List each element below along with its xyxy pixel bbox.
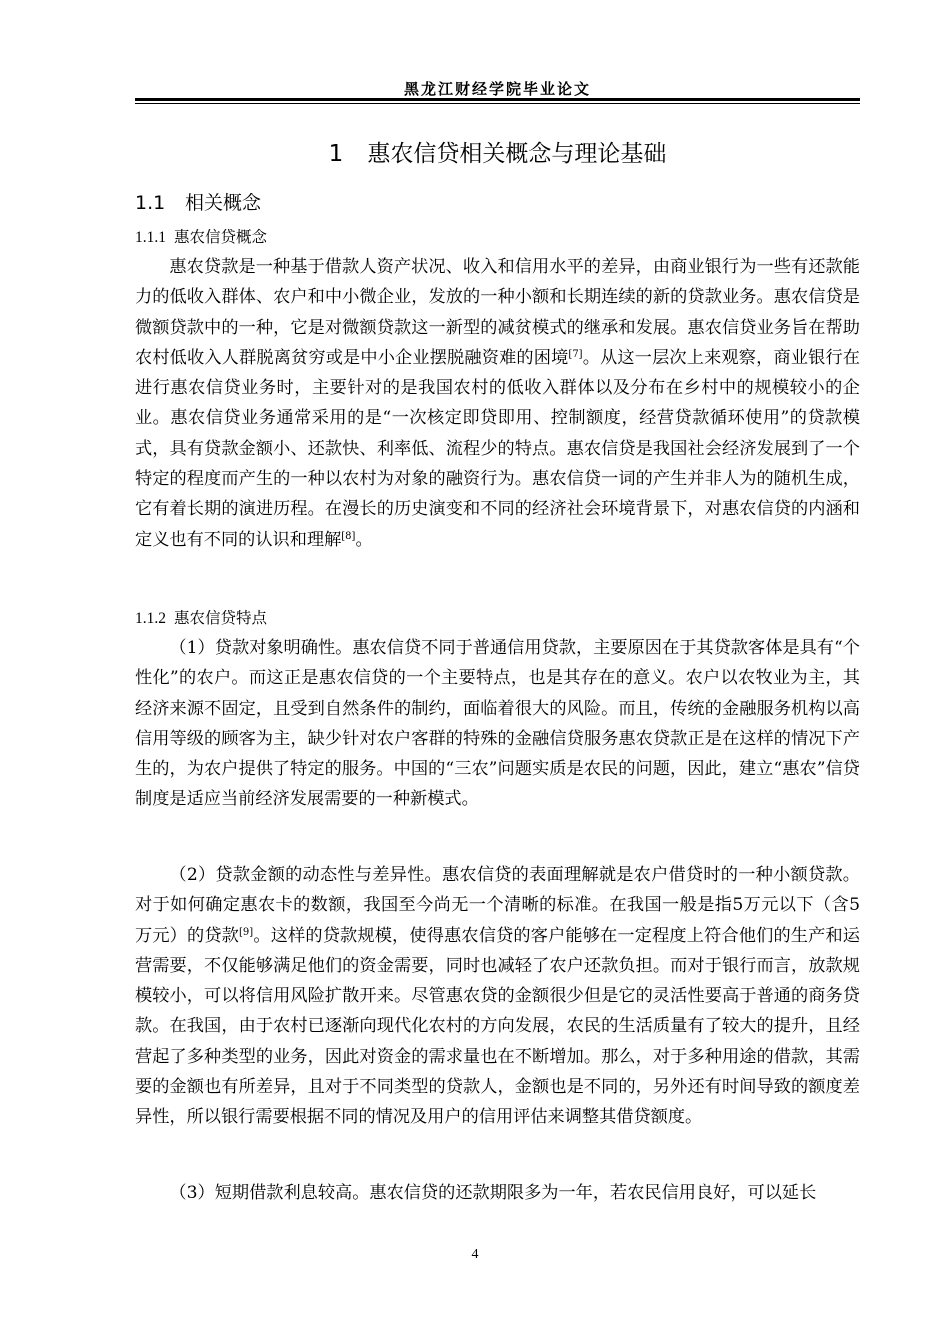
paragraph-text: （1）贷款对象明确性。惠农信贷不同于普通信用贷款，主要原因在于其贷款客体是具有“个性化”的农户。而这正是惠农信贷的一个主要特点，也是其存在的意义。农户以农牧业为主，其经济来源不固定，且受到自然条件的制约，面临着很大的风险。而且，传统的金融服务机构以高信用等级的顾客为主，缺少针对农户客群的特殊的金融信贷服务惠农贷款正是在这样的情况下产生的，为农户提供了特定的服务。中国的“三农”问题实质是农民的问题，因此，建立“惠农”信贷制度是适应当前经济发展需要的一种新模式。 bbox=[135, 638, 860, 810]
chapter-title-text: 惠农信贷相关概念与理论基础 bbox=[367, 141, 667, 167]
running-header: 黑龙江财经学院毕业论文 bbox=[403, 80, 591, 98]
citation-8: [8] bbox=[341, 530, 356, 542]
page-number: 4 bbox=[471, 1247, 479, 1262]
citation-7: [7] bbox=[568, 348, 583, 360]
section-number: 1.1 bbox=[135, 192, 166, 214]
paragraph-text: （3）短期借款利息较高。惠农信贷的还款期限多为一年，若农民信用良好，可以延长 bbox=[169, 1183, 817, 1203]
paragraph-concept bbox=[135, 252, 860, 555]
paragraph-text: 。从这一层次上来观察，商业银行在进行惠农信贷业务时，主要针对的是我国农村的低收入群体以及分布在乡村中的规模较小的企业。惠农信贷业务通常采用的是“一次核定即贷即用、控制额度，经营贷款循环使用”的贷款模式，具有贷款金额小、还款快、利率低、流程少的特点。惠农信贷是我国社会经济发展到了一个特定的程度而产生的一种以农村为对象的融资行为。惠农信贷一词的产生并非人为的随机生成，它有着长期的演进历程。在漫长的历史演变和不同的经济社会环境背景下，对惠农信贷的内涵和定义也有不同的认识和理解 bbox=[135, 347, 860, 550]
paragraph-feature-3 bbox=[135, 1178, 860, 1208]
section-title: 相关概念 bbox=[185, 192, 262, 214]
header-rule-thick bbox=[135, 98, 860, 101]
paragraph-text: 。 bbox=[355, 529, 373, 550]
chapter-number: 1 bbox=[328, 141, 344, 167]
subsection-title: 惠农信贷特点 bbox=[174, 609, 268, 627]
paragraph-feature-1 bbox=[135, 633, 860, 815]
subsection-heading-2 bbox=[135, 606, 267, 628]
subsection-title: 惠农信贷概念 bbox=[174, 228, 268, 246]
paragraph-text: 惠农贷款是一种基于借款人资产状况、收入和信用水平的差异，由商业银行为一些有还款能力的低收入群体、农户和中小微企业，发放的一种小额和长期连续的新的贷款业务。惠农信贷是微额贷款中的一种，它是对微额贷款这一新型的减贫模式的继承和发展。惠农信贷业务旨在帮助农村低收入人群脱离贫穷或是中小企业摆脱融资难的困境 bbox=[135, 257, 860, 368]
subsection-number: 1.1.1 bbox=[135, 229, 166, 246]
citation-9: [9] bbox=[239, 926, 254, 938]
header-rule-thin bbox=[135, 103, 860, 104]
subsection-number: 1.1.2 bbox=[135, 610, 166, 627]
paragraph-feature-2 bbox=[135, 860, 860, 1133]
subsection-heading-1 bbox=[135, 225, 267, 247]
section-heading bbox=[135, 188, 261, 215]
chapter-title bbox=[135, 135, 860, 168]
paragraph-text: （2）贷款金额的动态性与差异性。惠农信贷的表面理解就是农户借贷时的一种小额贷款。对于如何确定惠农卡的数额，我国至今尚无一个清晰的标准。在我国一般是指5万元以下（含5万元）的贷款 bbox=[135, 865, 860, 946]
paragraph-text: 。这样的贷款规模，使得惠农信贷的客户能够在一定程度上符合他们的生产和运营需要，不仅能够满足他们的资金需要，同时也减轻了农户还款负担。而对于银行而言，放款规模较小，可以将信用风险扩散开来。尽管惠农贷的金额很少但是它的灵活性要高于普通的商务贷款。在我国，由于农村已逐渐向现代化农村的方向发展，农民的生活质量有了较大的提升，且经营起了多种类型的业务，因此对资金的需求量也在不断增加。那么，对于多种用途的借款，其需要的金额也有所差异，且对于不同类型的贷款人，金额也是不同的，另外还有时间导致的额度差异性，所以银行需要根据不同的情况及用户的信用评估来调整其借贷额度。 bbox=[135, 925, 860, 1128]
